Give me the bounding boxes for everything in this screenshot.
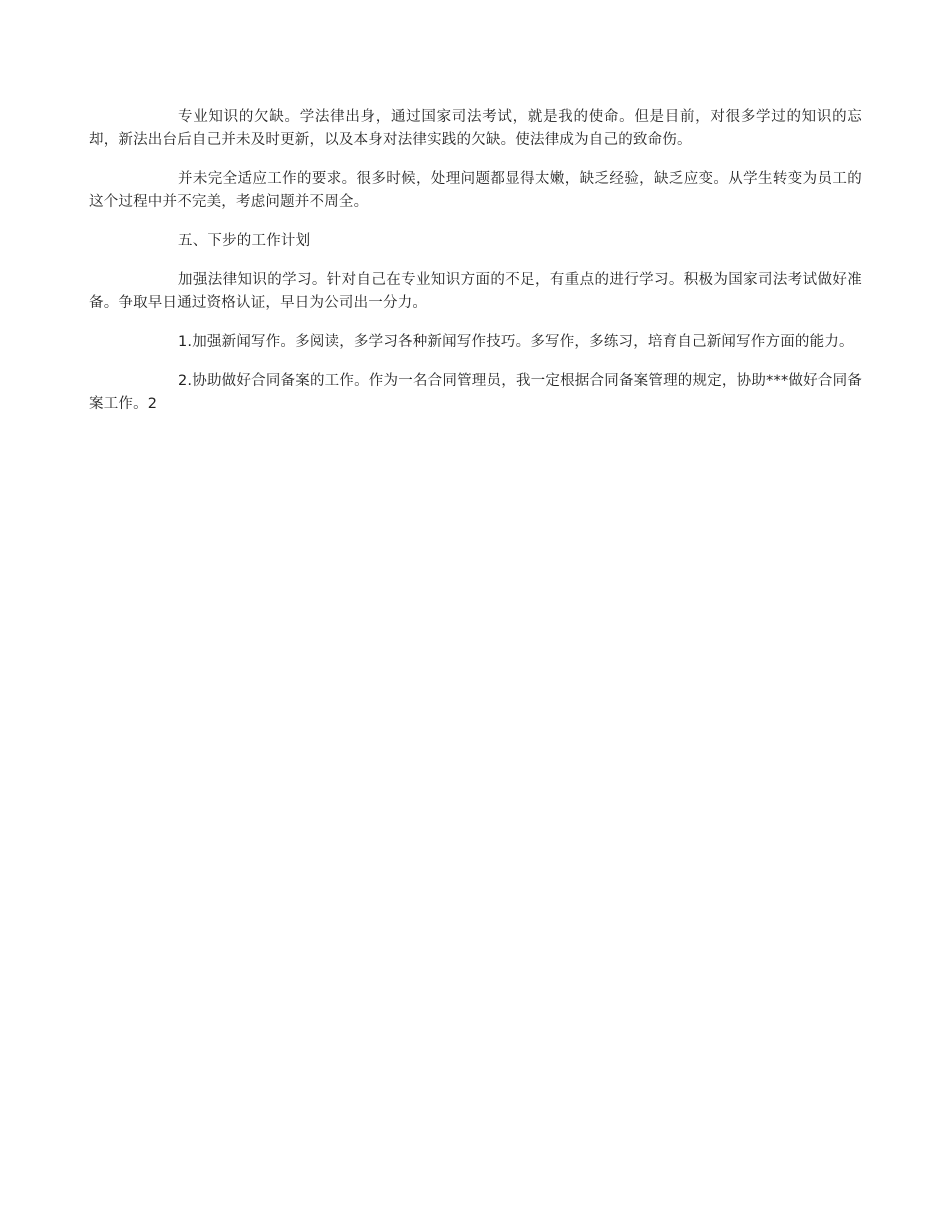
paragraph-news-writing: 1.加强新闻写作。多阅读，多学习各种新闻写作技巧。多写作，多练习，培育自己新闻写作方面的能力。 bbox=[178, 334, 854, 350]
paragraph-contract-filing: 2.协助做好合同备案的工作。作为一名合同管理员，我一定根据合同备案管理的规定，协助***做好合同备案工作。2 bbox=[89, 373, 862, 412]
paragraph-legal-study: 加强法律知识的学习。针对自己在专业知识方面的不足，有重点的进行学习。积极为国家司法考试做好准备。争取早日通过资格认证，早日为公司出一分力。 bbox=[89, 272, 862, 311]
paragraph-knowledge-gap: 专业知识的欠缺。学法律出身，通过国家司法考试，就是我的使命。但是目前，对很多学过的知识的忘却，新法出台后自己并未及时更新，以及本身对法律实践的欠缺。使法律成为自己的致命伤。 bbox=[89, 109, 862, 148]
paragraph-work-adaptation: 并未完全适应工作的要求。很多时候，处理问题都显得太嫩，缺乏经验，缺乏应变。从学生转变为员工的这个过程中并不完美，考虑问题并不周全。 bbox=[89, 171, 862, 210]
document-page bbox=[89, 106, 862, 432]
section-heading-work-plan: 五、下步的工作计划 bbox=[178, 233, 311, 249]
